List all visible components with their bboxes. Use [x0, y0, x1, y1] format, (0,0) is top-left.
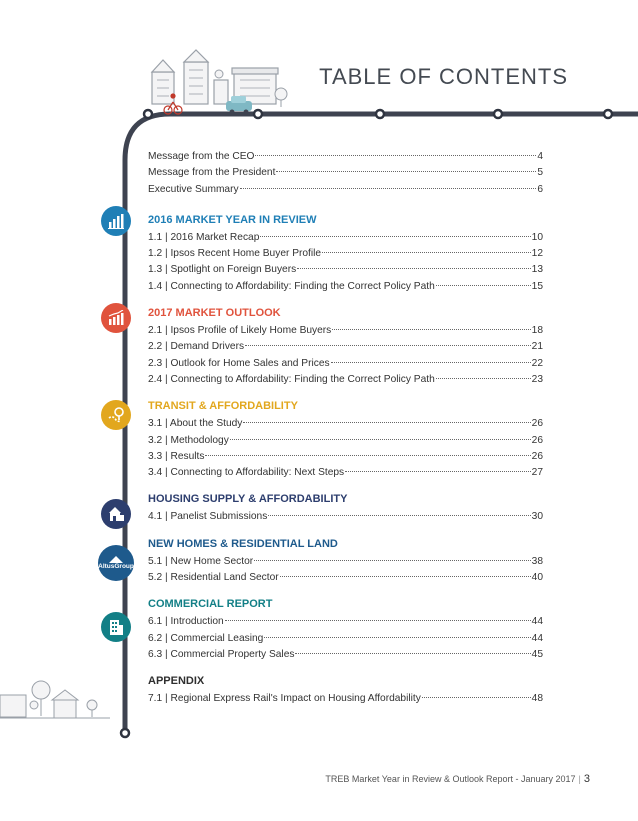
toc-entry-page: 5: [537, 167, 543, 179]
toc-entry-page: 30: [531, 511, 543, 523]
leader-dots: [322, 251, 531, 253]
toc-entry-label: 2.1 | Ipsos Profile of Likely Home Buyers: [148, 325, 332, 337]
leader-dots: [295, 652, 530, 654]
toc-section-appendix: [148, 673, 543, 707]
toc-entry[interactable]: [148, 165, 543, 181]
toc-entry[interactable]: [148, 262, 543, 278]
leader-dots: [225, 619, 531, 621]
leader-dots: [297, 267, 530, 269]
altus-group-logo: AltusGroup: [98, 545, 134, 581]
toc-entry-page: 21: [531, 341, 543, 353]
toc-entry[interactable]: [148, 449, 543, 465]
section-heading[interactable]: 2017 MARKET OUTLOOK: [148, 307, 281, 320]
section-heading[interactable]: APPENDIX: [148, 675, 205, 688]
toc-entry-label: 1.3 | Spotlight on Foreign Buyers: [148, 264, 297, 276]
toc-entry[interactable]: [148, 465, 543, 481]
toc-entry-label: 1.1 | 2016 Market Recap: [148, 231, 260, 243]
section-heading[interactable]: COMMERCIAL REPORT: [148, 598, 273, 611]
toc-section-commercial: [148, 596, 543, 663]
toc-entry[interactable]: [148, 647, 543, 663]
toc-entry-page: 45: [531, 648, 543, 660]
toc-entry-label: 2.3 | Outlook for Home Sales and Prices: [148, 357, 330, 369]
toc-section-housing-supply: [148, 491, 543, 525]
houses-illustration: [0, 681, 97, 718]
table-of-contents: [148, 149, 543, 718]
toc-entry[interactable]: [148, 230, 543, 246]
leader-dots: [255, 154, 536, 156]
toc-entry[interactable]: [148, 149, 543, 165]
toc-intro: [148, 149, 543, 198]
toc-entry-label: 6.2 | Commercial Leasing: [148, 632, 264, 644]
toc-entry[interactable]: [148, 279, 543, 295]
toc-entry-page: 23: [531, 373, 543, 385]
toc-entry[interactable]: [148, 570, 543, 586]
toc-entry[interactable]: [148, 631, 543, 647]
toc-entry[interactable]: [148, 416, 543, 432]
toc-entry-label: 3.4 | Connecting to Affordability: Next Steps: [148, 467, 345, 479]
toc-entry[interactable]: [148, 372, 543, 388]
toc-entry[interactable]: [148, 614, 543, 630]
section-heading[interactable]: NEW HOMES & RESIDENTIAL LAND: [148, 537, 338, 550]
toc-entry-page: 6: [537, 183, 543, 195]
leader-dots: [345, 470, 531, 472]
toc-entry[interactable]: [148, 691, 543, 707]
toc-section-market-review: [148, 212, 543, 295]
toc-entry-label: 4.1 | Panelist Submissions: [148, 511, 268, 523]
bar-chart-icon: [101, 206, 131, 236]
leader-dots: [243, 421, 530, 423]
toc-entry-page: 13: [531, 264, 543, 276]
leader-dots: [240, 187, 537, 189]
section-heading[interactable]: TRANSIT & AFFORDABILITY: [148, 400, 298, 413]
toc-entry-page: 44: [531, 632, 543, 644]
toc-entry-page: 26: [531, 418, 543, 430]
leader-dots: [260, 235, 530, 237]
toc-entry-label: 3.3 | Results: [148, 450, 205, 462]
leader-dots: [276, 170, 536, 172]
leader-dots: [332, 328, 530, 330]
section-heading[interactable]: 2016 MARKET YEAR IN REVIEW: [148, 213, 317, 226]
section-heading[interactable]: HOUSING SUPPLY & AFFORDABILITY: [148, 493, 348, 506]
toc-entry-label: 2.4 | Connecting to Affordability: Finding the Correct Policy Path: [148, 373, 435, 385]
leader-dots: [245, 344, 531, 346]
toc-entry-page: 18: [531, 325, 543, 337]
toc-entry-page: 26: [531, 450, 543, 462]
toc-entry-page: 22: [531, 357, 543, 369]
toc-entry[interactable]: [148, 356, 543, 372]
leader-dots: [205, 454, 530, 456]
toc-entry-label: 6.1 | Introduction: [148, 616, 224, 628]
trend-chart-icon: [101, 303, 131, 333]
houses-icon: [101, 499, 131, 529]
footer-divider: |: [578, 774, 581, 784]
toc-entry[interactable]: [148, 246, 543, 262]
leader-dots: [254, 559, 531, 561]
toc-section-transit: [148, 398, 543, 481]
toc-entry-page: 40: [531, 572, 543, 584]
toc-entry-page: 27: [531, 467, 543, 479]
leader-dots: [264, 636, 530, 638]
toc-entry-label: Message from the President: [148, 167, 276, 179]
toc-entry-page: 38: [531, 555, 543, 567]
toc-entry-label: 1.2 | Ipsos Recent Home Buyer Profile: [148, 248, 322, 260]
toc-entry-page: 12: [531, 248, 543, 260]
toc-entry-page: 4: [537, 151, 543, 162]
toc-entry-label: 2.2 | Demand Drivers: [148, 341, 245, 353]
leader-dots: [331, 361, 531, 363]
leader-dots: [268, 514, 530, 516]
leader-dots: [436, 284, 531, 286]
page-title: TABLE OF CONTENTS: [319, 64, 568, 89]
toc-entry-label: Executive Summary: [148, 183, 239, 195]
toc-entry[interactable]: [148, 509, 543, 525]
toc-section-market-outlook: [148, 305, 543, 388]
route-pin-icon: [101, 400, 131, 430]
toc-entry-label: 3.1 | About the Study: [148, 418, 243, 430]
toc-entry-label: 7.1 | Regional Express Rail's Impact on Housing Affordability: [148, 693, 421, 705]
toc-entry-label: 1.4 | Connecting to Affordability: Finding the Correct Policy Path: [148, 280, 435, 292]
toc-entry[interactable]: [148, 323, 543, 339]
leader-dots: [280, 575, 531, 577]
toc-entry-page: 44: [531, 616, 543, 628]
toc-entry-label: 5.1 | New Home Sector: [148, 555, 254, 567]
page-number: 3: [583, 773, 590, 785]
toc-section-new-homes: [148, 536, 543, 587]
toc-entry-page: 10: [531, 231, 543, 243]
toc-entry-label: 3.2 | Methodology: [148, 434, 229, 446]
toc-entry-page: 26: [531, 434, 543, 446]
leader-dots: [436, 377, 531, 379]
leader-dots: [422, 696, 531, 698]
toc-entry[interactable]: [148, 554, 543, 570]
toc-entry-page: 48: [531, 693, 543, 705]
page-footer: [250, 773, 590, 785]
toc-entry-page: 15: [531, 280, 543, 292]
toc-entry-label: 6.3 | Commercial Property Sales: [148, 648, 295, 660]
toc-entry-label: Message from the CEO: [148, 151, 255, 162]
leader-dots: [230, 438, 531, 440]
toc-entry[interactable]: [148, 433, 543, 449]
toc-entry-label: 5.2 | Residential Land Sector: [148, 572, 279, 584]
footer-text: TREB Market Year in Review & Outlook Report - January 2017: [325, 774, 576, 784]
office-building-icon: [101, 612, 131, 642]
toc-entry[interactable]: [148, 339, 543, 355]
toc-entry[interactable]: [148, 182, 543, 198]
